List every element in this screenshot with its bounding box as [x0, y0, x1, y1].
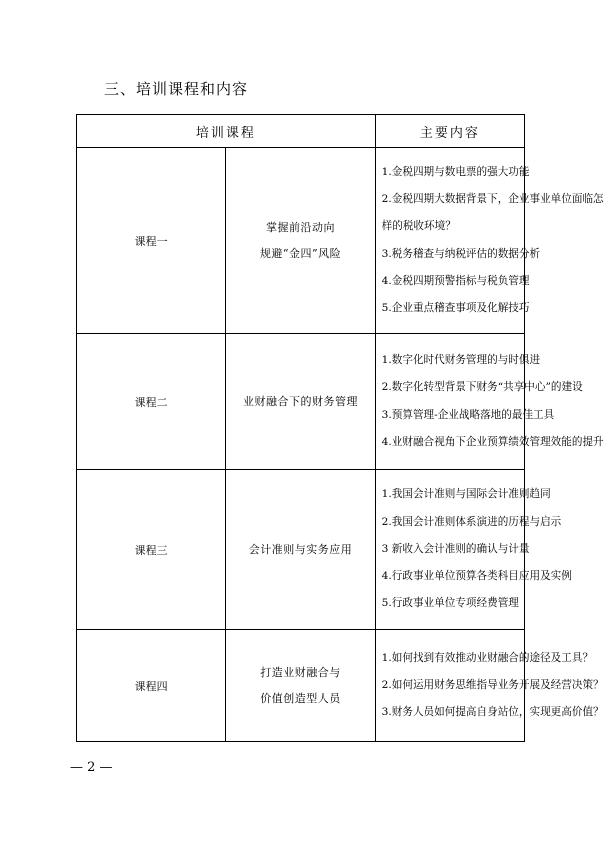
list-item: 样的税收环境？ — [381, 220, 456, 233]
course-name: 课程二 — [77, 334, 226, 470]
topic-line: 价值创造型人员 — [260, 691, 341, 705]
list-item: 4.业财融合视角下企业预算绩效管理效能的提升 — [381, 435, 604, 448]
topic-line: 规避“金四”风险 — [259, 246, 342, 260]
list-item: 2.如何运用财务思维指导业务开展及经营决策？ — [381, 678, 604, 691]
list-item: 4.金税四期预警指标与税负管理 — [381, 274, 530, 287]
header-content: 主要内容 — [375, 115, 524, 148]
list-item: 1.我国会计准则与国际会计准则趋同 — [381, 488, 551, 501]
table-row — [77, 470, 525, 630]
list-item: 3.税务稽查与纳税评估的数据分析 — [381, 247, 541, 260]
course-topic — [226, 334, 375, 470]
course-topic — [226, 470, 375, 630]
list-item: 3.预算管理-企业战略落地的最佳工具 — [381, 408, 555, 421]
topic-line: 掌握前沿动向 — [265, 220, 335, 234]
table-row — [77, 148, 525, 334]
topic-line: 会计准则与实务应用 — [248, 542, 353, 556]
section-heading: 三、培训课程和内容 — [104, 80, 249, 98]
table-row — [77, 334, 525, 470]
list-item: 2.金税四期大数据背景下，企业事业单位面临怎 — [381, 193, 604, 206]
course-name: 课程一 — [77, 148, 226, 334]
list-item: 4.行政事业单位预算各类科目应用及实例 — [381, 570, 572, 583]
course-name: 课程三 — [77, 470, 226, 630]
course-content — [375, 630, 604, 742]
course-content — [375, 148, 604, 334]
list-item: 2.我国会计准则体系演进的历程与启示 — [381, 515, 562, 528]
list-item: 5.企业重点稽查事项及化解技巧 — [381, 301, 530, 314]
header-course: 培训课程 — [77, 115, 376, 148]
course-name: 课程四 — [77, 630, 226, 742]
table-row — [77, 630, 525, 742]
list-item: 1.如何找到有效推动业财融合的途径及工具？ — [381, 651, 594, 664]
course-content — [375, 334, 604, 470]
list-item: 1.金税四期与数电票的强大功能 — [381, 165, 530, 178]
list-item: 3.财务人员如何提高自身站位，实现更高价值？ — [381, 706, 604, 719]
list-item: 3 新收入会计准则的确认与计量 — [381, 542, 530, 555]
table-header-row — [77, 115, 525, 148]
course-topic — [226, 630, 375, 742]
course-content — [375, 470, 572, 630]
list-item: 2.数字化转型背景下财务“共享中心”的建设 — [381, 381, 583, 394]
page-number: — 2 — — [70, 760, 113, 775]
topic-line: 打造业财融合与 — [260, 665, 341, 679]
list-item: 1.数字化时代财务管理的与时俱进 — [381, 354, 541, 367]
topic-line: 业财融合下的财务管理 — [242, 394, 358, 408]
course-table — [76, 114, 604, 742]
course-topic — [226, 148, 375, 334]
list-item: 5.行政事业单位专项经费管理 — [381, 597, 519, 610]
